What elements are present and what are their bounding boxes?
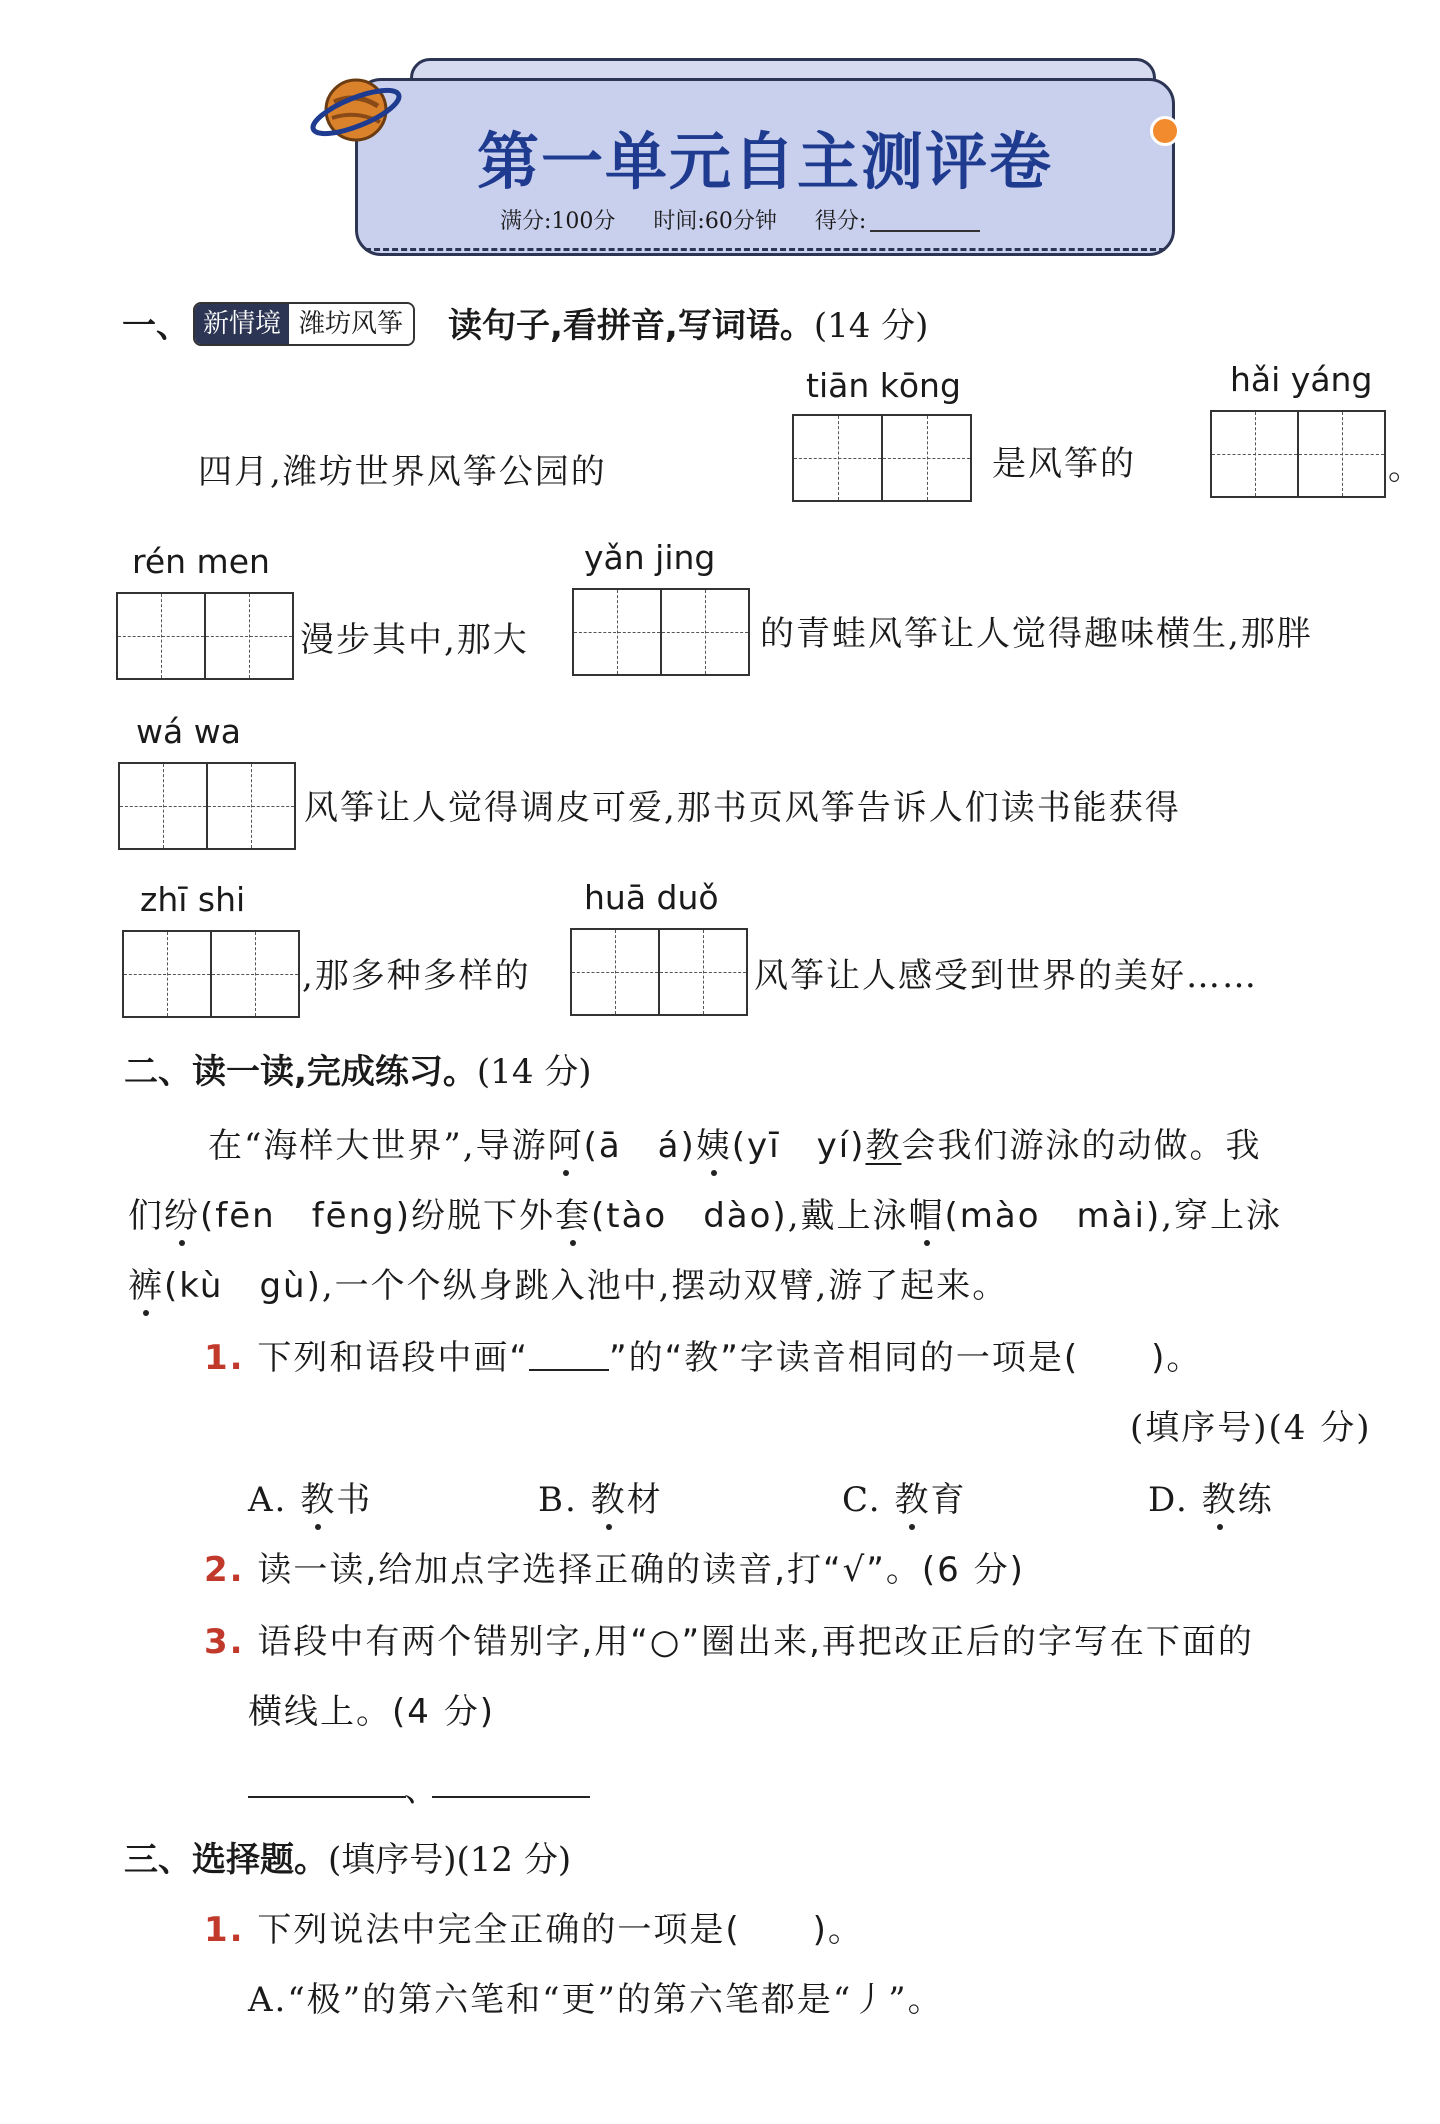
underlined-char-jiao: 教 xyxy=(865,1126,902,1166)
dotted-char-tao: 套 xyxy=(554,1196,591,1236)
passage-line1: 在“海样大世界”,导游阿(ā á)姨(yī yí)教会我们游泳的动做。我 xyxy=(208,1126,1262,1166)
pinyin-zhishi: zhī shi xyxy=(140,880,246,919)
section1-heading: 读句子,看拼音,写词语。(14 分) xyxy=(448,306,929,346)
answer-grid-wawa[interactable] xyxy=(118,762,296,850)
text-line3: 风筝让人觉得调皮可爱,那书页风筝告诉人们读书能获得 xyxy=(304,788,1181,828)
answer-grid-haiyang[interactable] xyxy=(1210,410,1386,498)
pinyin-choice-tao[interactable]: (tào dào) xyxy=(590,1196,788,1236)
dotted-char-a: 阿 xyxy=(547,1126,584,1166)
tag-topic: 潍坊风筝 xyxy=(289,304,413,344)
answer-grid-renmen[interactable] xyxy=(116,592,294,680)
question3-1: 1. 下列说法中完全正确的一项是( )。 xyxy=(204,1910,864,1950)
option-a[interactable]: A. 教书 xyxy=(248,1480,373,1520)
question2-3-cont: 横线上。(4 分) xyxy=(248,1692,495,1732)
text-line2b: 的青蛙风筝让人觉得趣味横生,那胖 xyxy=(760,614,1313,654)
pinyin-huaduo: huā duǒ xyxy=(584,878,719,917)
option-d[interactable]: D. 教练 xyxy=(1148,1480,1274,1520)
pinyin-choice-fen[interactable]: (fēn fēng) xyxy=(200,1196,411,1236)
page-title: 第一单元自主测评卷 xyxy=(476,125,1053,198)
answer-separator: 、 xyxy=(404,1770,440,1810)
pinyin-wawa: wá wa xyxy=(136,712,241,751)
answer-grid-tiankong[interactable] xyxy=(792,414,972,502)
text-line1a: 四月,潍坊世界风筝公园的 xyxy=(198,452,607,492)
question2-1: 1. 下列和语段中画“ ”的“教”字读音相同的一项是( )。 xyxy=(204,1338,1203,1378)
banner-dashed-line xyxy=(365,248,1165,251)
pinyin-choice-a[interactable]: (ā á) xyxy=(583,1126,696,1166)
pinyin-yanjing: yǎn jing xyxy=(584,538,716,577)
question2-3: 3. 语段中有两个错别字,用“○”圈出来,再把改正后的字写在下面的 xyxy=(204,1622,1254,1662)
text-line4b: 风筝让人感受到世界的美好…… xyxy=(754,956,1258,996)
dotted-char-ku: 裤 xyxy=(128,1266,164,1306)
dotted-char-mao: 帽 xyxy=(908,1196,945,1236)
tag-new-context: 新情境 xyxy=(195,304,289,344)
exam-time: 时间:60分钟 xyxy=(653,209,777,234)
exam-info xyxy=(500,204,980,235)
pinyin-tiankong: tiān kōng xyxy=(806,366,961,405)
answer-grid-huaduo[interactable] xyxy=(570,928,748,1016)
text-line1b: 是风筝的 xyxy=(992,444,1136,484)
question2-1-note: (填序号)(4 分) xyxy=(1130,1408,1372,1448)
pinyin-choice-mao[interactable]: (mào mài) xyxy=(944,1196,1162,1236)
passage-line2: 们纷(fēn fēng)纷脱下外套(tào dào),戴上泳帽(mào mài),穿上泳 xyxy=(128,1196,1283,1236)
pinyin-choice-yi[interactable]: (yī yí) xyxy=(731,1126,866,1166)
text-line2a: 漫步其中,那大 xyxy=(300,620,529,660)
option-c[interactable]: C. 教育 xyxy=(842,1480,967,1520)
dotted-char-fen: 纷 xyxy=(164,1196,200,1236)
pinyin-choice-ku[interactable]: (kù gù) xyxy=(164,1266,322,1306)
full-score: 满分:100分 xyxy=(500,209,616,234)
section3-heading: 三、选择题。(填序号)(12 分) xyxy=(124,1840,572,1880)
answer-line-1[interactable] xyxy=(248,1796,406,1798)
option-b[interactable]: B. 教材 xyxy=(538,1480,663,1520)
underline-sample xyxy=(529,1339,609,1371)
section1-prefix: 一、 xyxy=(122,306,190,346)
question3-1-option-a[interactable]: A.“极”的第六笔和“更”的第六笔都是“丿”。 xyxy=(248,1980,944,2020)
text-period: 。 xyxy=(1388,448,1424,488)
section2-heading: 二、读一读,完成练习。(14 分) xyxy=(124,1052,592,1092)
dotted-char-yi: 姨 xyxy=(695,1126,732,1166)
pinyin-renmen: rén men xyxy=(132,542,270,581)
score-blank[interactable] xyxy=(870,212,980,232)
passage-line3: 裤(kù gù),一个个纵身跳入池中,摆动双臂,游了起来。 xyxy=(128,1266,1009,1306)
context-tag xyxy=(193,302,415,346)
answer-grid-yanjing[interactable] xyxy=(572,588,750,676)
question2-2: 2. 读一读,给加点字选择正确的读音,打“√”。(6 分) xyxy=(204,1550,1025,1590)
pinyin-haiyang: hǎi yáng xyxy=(1230,360,1373,399)
answer-line-2[interactable] xyxy=(432,1796,590,1798)
answer-grid-zhishi[interactable] xyxy=(122,930,300,1018)
score-label: 得分: xyxy=(814,209,867,234)
text-line4a: ,那多种多样的 xyxy=(302,956,531,996)
